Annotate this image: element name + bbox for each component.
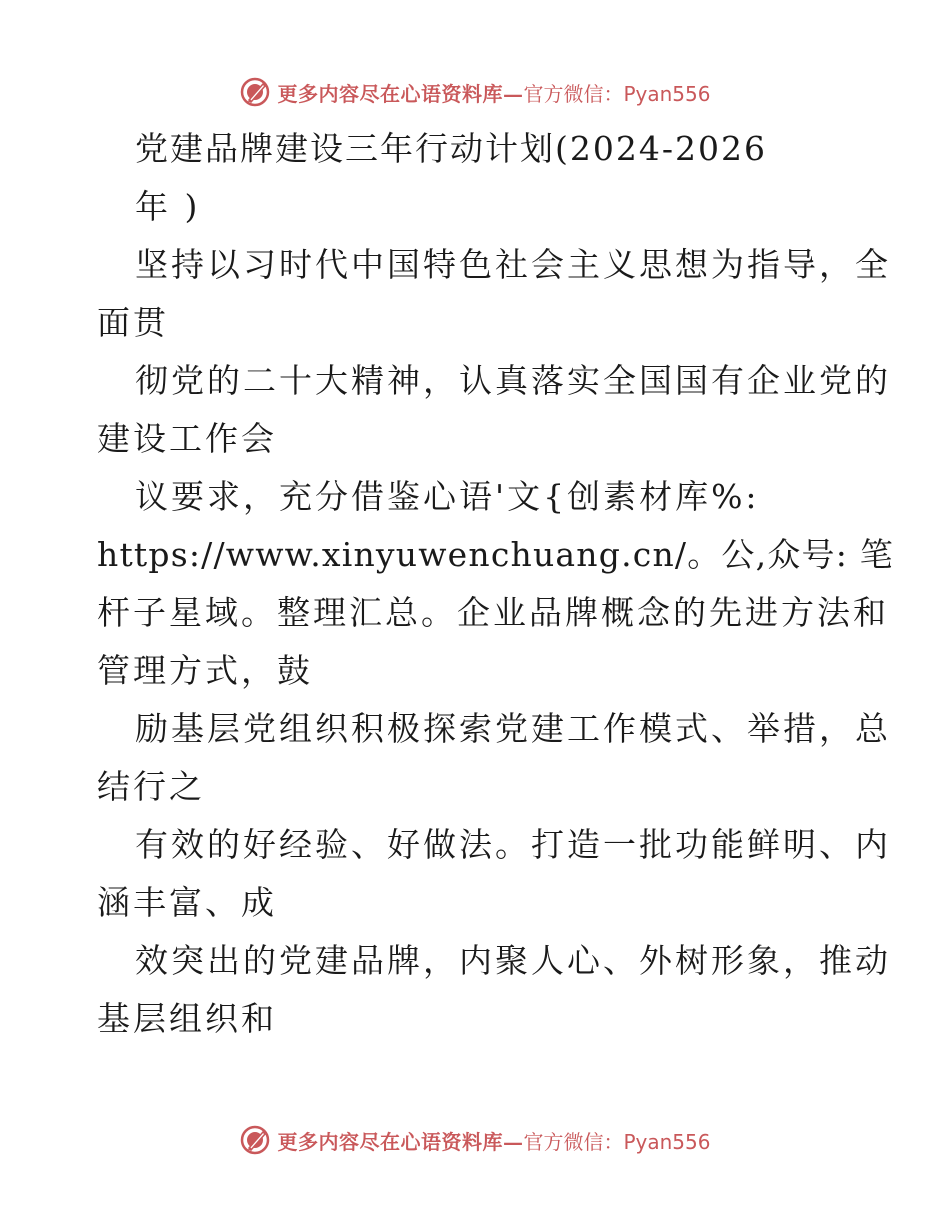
pen-logo-icon <box>239 76 271 108</box>
paragraph-line: 面贯 <box>97 303 169 342</box>
banner-text: 更多内容尽在心语资料库— <box>277 1129 524 1154</box>
bottom-banner <box>0 1120 950 1160</box>
paragraph-line: 杆子星域。整理汇总。企业品牌概念的先进方法和 <box>97 593 889 632</box>
paragraph-line: 管理方式，鼓 <box>97 651 313 690</box>
paragraph-line: 有效的好经验、好做法。打造一批功能鲜明、内 <box>135 825 891 864</box>
document-body <box>97 120 894 1048</box>
paragraph-line-url: https://www.xinyuwenchuang.cn/。公,众号: 笔 <box>97 535 894 574</box>
top-banner <box>0 72 950 112</box>
document-title-line-1: 党建品牌建设三年行动计划(2024-2026 <box>135 129 767 168</box>
paragraph-line: 坚持以习时代中国特色社会主义思想为指导，全 <box>135 245 891 284</box>
banner-contact: 官方微信：Pyan556 <box>523 81 711 106</box>
banner-text: 更多内容尽在心语资料库— <box>277 81 524 106</box>
banner-contact: 官方微信：Pyan556 <box>523 1129 711 1154</box>
paragraph-line: 结行之 <box>97 767 205 806</box>
paragraph-line: 励基层党组织积极探索党建工作模式、举措，总 <box>135 709 891 748</box>
paragraph-line: 基层组织和 <box>97 999 277 1038</box>
paragraph-line: 效突出的党建品牌，内聚人心、外树形象，推动 <box>135 941 891 980</box>
paragraph-line: 建设工作会 <box>97 419 277 458</box>
document-title-line-2: 年 ) <box>135 187 201 226</box>
paragraph-line: 议要求，充分借鉴心语'文{创素材库%: <box>135 477 760 516</box>
paragraph-line: 涵丰富、成 <box>97 883 277 922</box>
paragraph-line: 彻党的二十大精神，认真落实全国国有企业党的 <box>135 361 891 400</box>
pen-logo-icon <box>239 1124 271 1156</box>
